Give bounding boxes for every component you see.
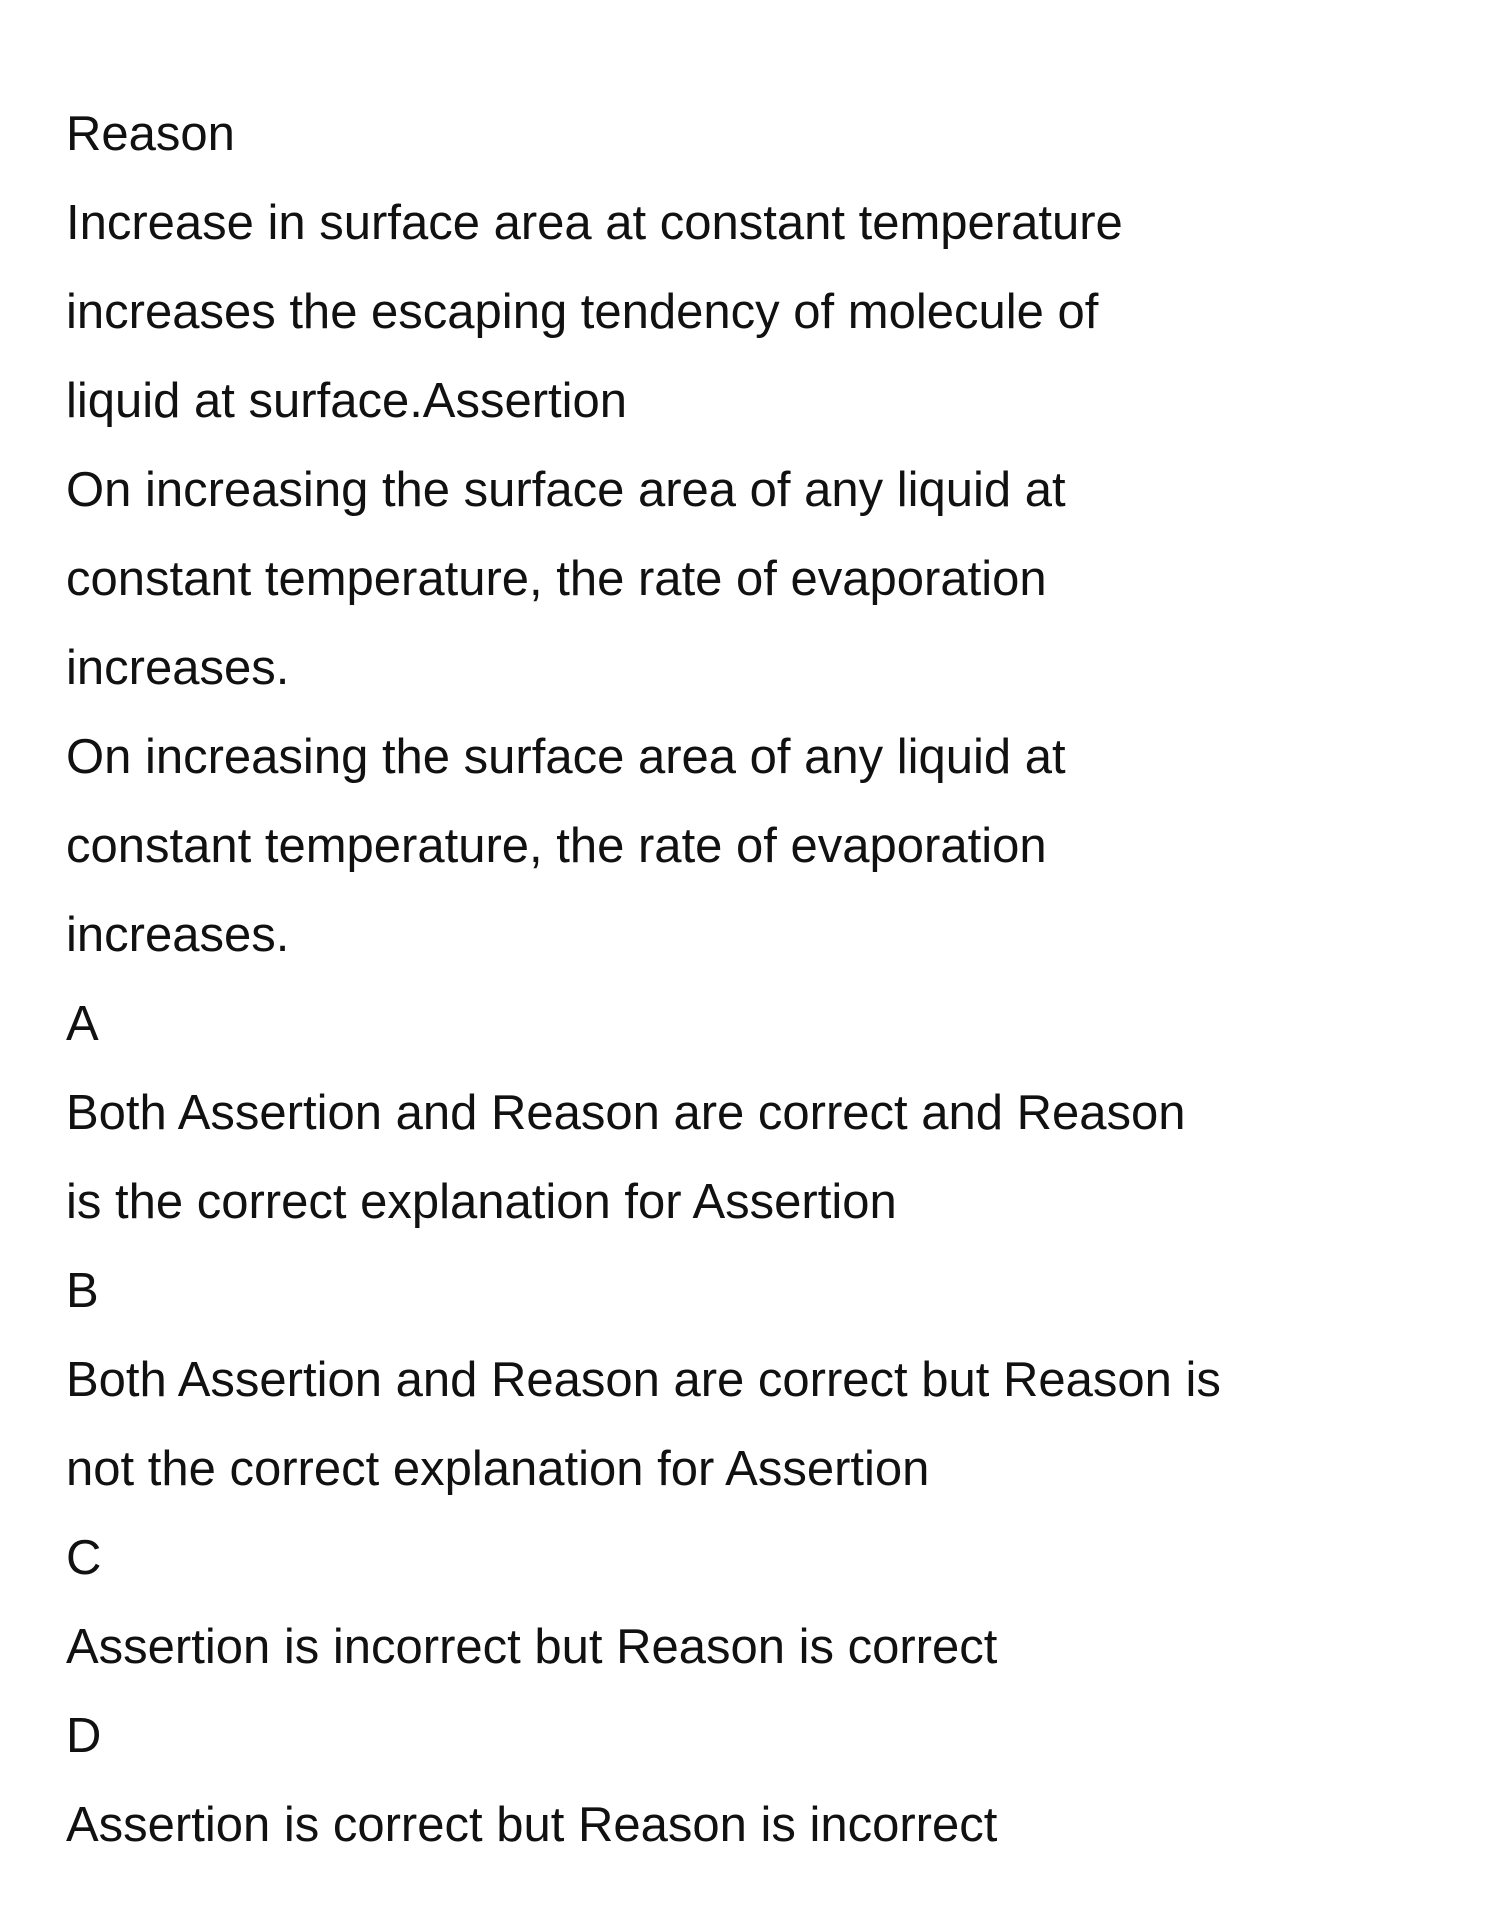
option-text-line: is the correct explanation for Assertion: [66, 1175, 897, 1229]
assertion-repeat-text-line: constant temperature, the rate of evaporation: [66, 819, 1047, 873]
option-letter: A: [66, 997, 99, 1051]
option-text-line: Both Assertion and Reason are correct but Reason is: [66, 1353, 1221, 1407]
reason-text-line: increases the escaping tendency of molecule of: [66, 285, 1099, 339]
option-b[interactable]: [66, 1247, 1456, 1514]
assertion-text-line: constant temperature, the rate of evaporation: [66, 552, 1047, 606]
option-d[interactable]: [66, 1692, 1456, 1870]
option-text-line: Both Assertion and Reason are correct and Reason: [66, 1086, 1186, 1140]
assertion-text-line: On increasing the surface area of any liquid at: [66, 463, 1066, 517]
option-text-line: not the correct explanation for Assertion: [66, 1442, 930, 1496]
option-letter: B: [66, 1264, 99, 1318]
option-letter: D: [66, 1709, 102, 1763]
reason-heading: Reason: [66, 107, 235, 161]
reason-text-line: Increase in surface area at constant temperature: [66, 196, 1123, 250]
option-text-line: Assertion is correct but Reason is incorrect: [66, 1798, 998, 1852]
assertion-repeat-text-line: increases.: [66, 908, 290, 962]
option-a[interactable]: [66, 980, 1456, 1247]
option-letter: C: [66, 1531, 102, 1585]
assertion-text-line: increases.: [66, 641, 290, 695]
assertion-repeat-text-line: On increasing the surface area of any liquid at: [66, 730, 1066, 784]
reason-text-line: liquid at surface.Assertion: [66, 374, 628, 428]
question-document: [66, 90, 1456, 1870]
option-c[interactable]: [66, 1514, 1456, 1692]
option-text-line: Assertion is incorrect but Reason is correct: [66, 1620, 998, 1674]
